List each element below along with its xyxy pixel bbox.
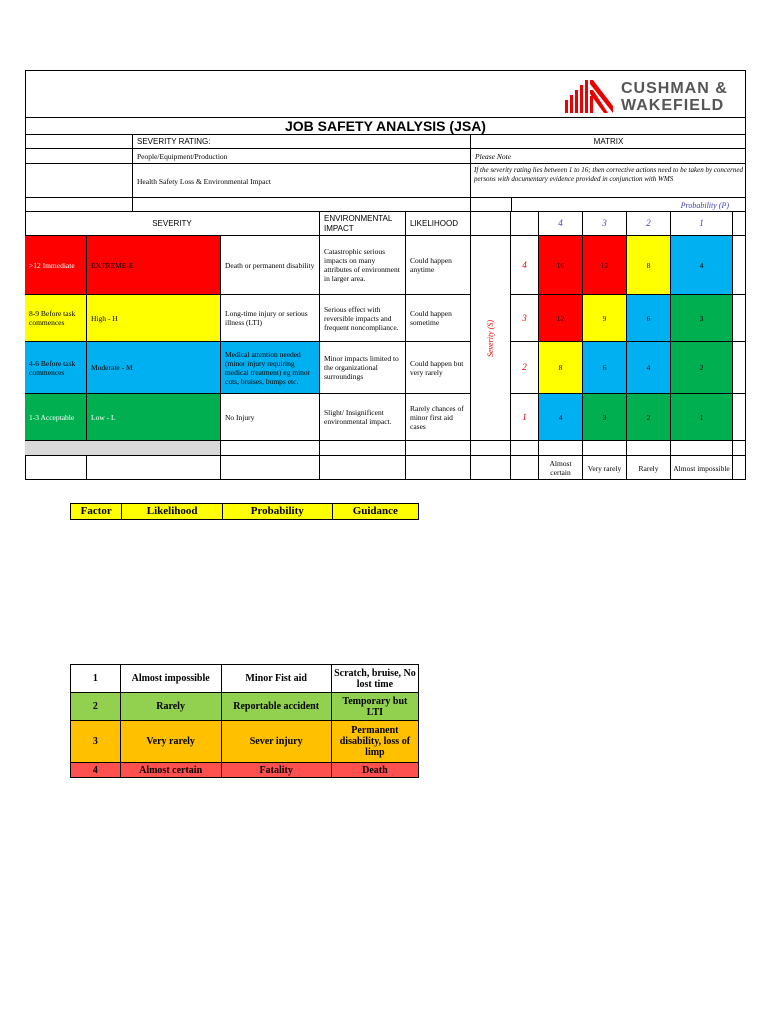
row1-range: >12 Immediate [25,236,87,295]
logo-mark-icon [564,76,614,116]
row2-level: High - H [87,295,221,342]
matrix-cell: 3 [583,394,627,441]
table-row [71,721,419,763]
severity-col-header: SEVERITY [25,212,320,236]
matrix-cell: 12 [583,236,627,295]
row4-likelihood: Rarely chances of minor first aid cases [406,394,471,441]
guidance-probability: Fatality [221,763,331,778]
row4-range: 1-3 Acceptable [25,394,87,441]
cushman-wakefield-logo [564,76,744,116]
prob-header-3: 3 [583,212,627,236]
matrix-cell: 4 [627,342,671,394]
guidance-text: Permanent disability, loss of limp [331,721,418,763]
guidance-table [70,664,419,778]
probability-row-blank [132,198,471,212]
guidance-header: Guidance [332,504,418,520]
severity-rating-label: SEVERITY RATING: [132,135,471,149]
matrix-cell: 6 [583,342,627,394]
prob-footer-rarely: Rarely [627,456,671,480]
row2-range: 8-9 Before task commences [25,295,87,342]
matrix-cell: 4 [671,236,733,295]
guidance-probability: Reportable accident [221,693,331,721]
guidance-probability: Sever injury [221,721,331,763]
prob-header-1: 1 [671,212,733,236]
row2-env: Serious effect with reversible impacts and frequent noncompliance. [320,295,406,342]
guidance-likelihood: Very rarely [120,721,221,763]
row1-level: EXTREME-E [87,236,221,295]
row3-env: Minor impacts limited to the organizational surroundings [320,342,406,394]
row2-sev: 3 [511,295,539,342]
prob-header-2: 2 [627,212,671,236]
matrix-label: MATRIX [593,137,624,147]
table-row [71,763,419,778]
matrix-cell: 4 [539,394,583,441]
row1-likelihood: Could happen anytime [406,236,471,295]
matrix-cell: 8 [539,342,583,394]
prob-footer-almost-impossible: Almost impossible [671,456,733,480]
likelihood-col-header: LIKELIHOOD [406,212,471,236]
guidance-factor: 3 [71,721,121,763]
spacer-cell [25,441,221,456]
row1-env: Catastrophic serious impacts on many attributes of environment in larger area. [320,236,406,295]
guidance-text: Scratch, bruise, No lost time [331,665,418,693]
environmental-col-header: ENVIRONMENTAL IMPACT [320,212,406,236]
table-row [71,693,419,721]
row3-likelihood: Could happen but very rarely [406,342,471,394]
row3-impact: Medical attention needed (minor injury requiring medical treatment) eg minor cuts, bruises, bumps etc. [221,342,320,394]
row3-range: 4-6 Before task commences [25,342,87,394]
row2-likelihood: Could happen sometime [406,295,471,342]
matrix-cell: 12 [539,295,583,342]
row3-sev: 2 [511,342,539,394]
severity-axis [471,236,511,441]
guidance-factor: 2 [71,693,121,721]
severity-axis-label: Severity (S) [486,319,495,357]
page-title: JOB SAFETY ANALYSIS (JSA) [25,117,746,135]
matrix-cell: 16 [539,236,583,295]
matrix-cell: 1 [671,394,733,441]
matrix-cell: 3 [671,295,733,342]
row1-sev: 4 [511,236,539,295]
guidance-likelihood: Almost certain [120,763,221,778]
prob-footer-very-rarely: Very rarely [583,456,627,480]
guidance-text: Temporary but LTI [331,693,418,721]
row4-impact: No Injury [221,394,320,441]
logo-text-line2: WAKEFIELD [621,97,725,114]
please-note-label: Please Note [475,152,512,161]
row4-level: Low - L [87,394,221,441]
logo-text-line1: CUSHMAN & [621,80,728,97]
likelihood-header: Likelihood [122,504,222,520]
jsa-sheet [25,70,746,480]
hse-label: Health Safety Loss & Environmental Impact [132,164,471,198]
guidance-text: Death [331,763,418,778]
row2-impact: Long-time injury or serious illness (LTI) [221,295,320,342]
factor-header-table [70,503,419,520]
table-row [71,665,419,693]
people-label: People/Equipment/Production [132,149,471,164]
note-text: If the severity rating lies between 1 to 16; then corrective actions need to be taken by concerned persons with documentary evidence provided in conjunction with WMS [474,166,743,183]
guidance-factor: 1 [71,665,121,693]
matrix-cell: 6 [627,295,671,342]
probability-header: Probability [222,504,332,520]
guidance-likelihood: Almost impossible [120,665,221,693]
guidance-factor: 4 [71,763,121,778]
guidance-probability: Minor Fist aid [221,665,331,693]
guidance-likelihood: Rarely [120,693,221,721]
row4-env: Slight/ Insignificent environmental impact. [320,394,406,441]
row3-level: Moderate - M [87,342,221,394]
row4-sev: 1 [511,394,539,441]
prob-header-4: 4 [539,212,583,236]
matrix-cell: 2 [671,342,733,394]
probability-label: Probability (P) [680,200,729,210]
matrix-cell: 8 [627,236,671,295]
prob-footer-almost-certain: Almost certain [539,456,583,480]
row1-impact: Death or permanent disability [221,236,320,295]
matrix-cell: 9 [583,295,627,342]
factor-header: Factor [71,504,122,520]
matrix-cell: 2 [627,394,671,441]
